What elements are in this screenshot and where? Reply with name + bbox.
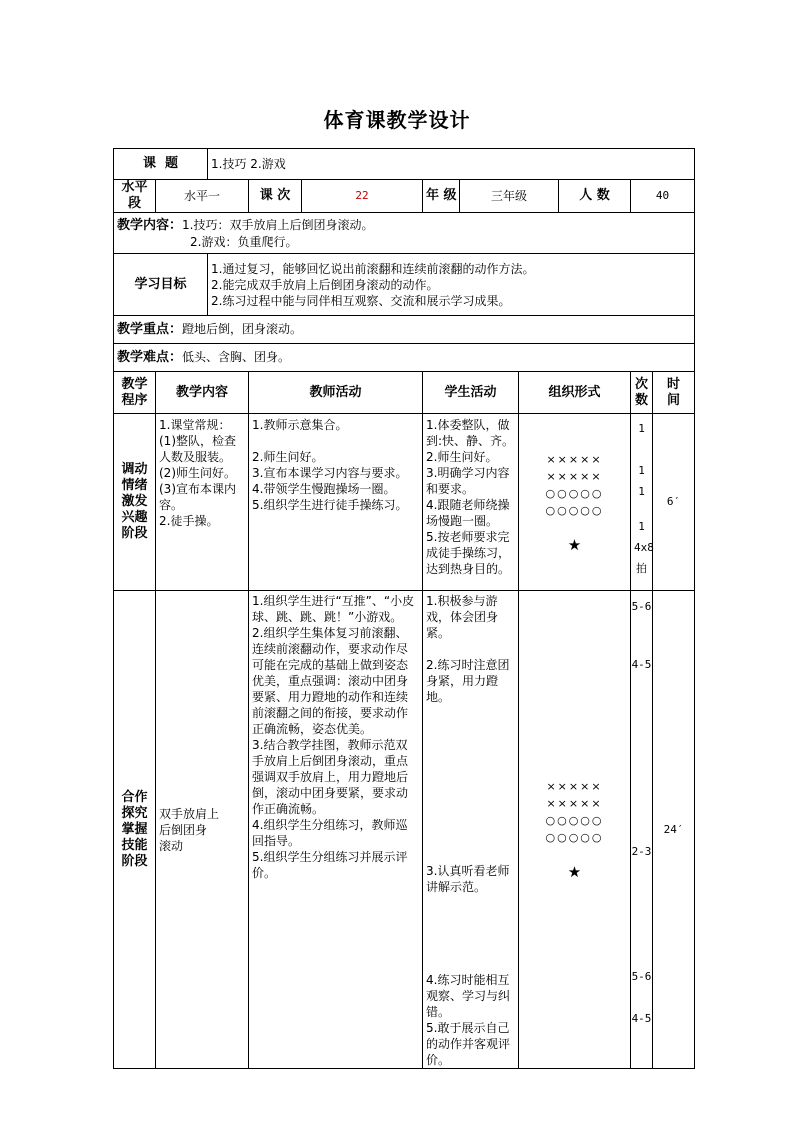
column-header-row — [114, 372, 695, 414]
content-line-1: 1.技巧：双手放肩上后倒团身滚动。 — [182, 217, 374, 232]
col-teacher: 教师活动 — [249, 372, 423, 414]
level-value: 水平一 — [156, 180, 249, 213]
content-label: 教学内容： — [117, 217, 183, 233]
goals-list — [208, 254, 695, 316]
key-point-label: 教学重点： — [117, 322, 183, 337]
lesson-plan-table — [113, 148, 695, 1069]
col-student: 学生活动 — [423, 372, 519, 414]
table-row — [114, 591, 695, 1069]
content-cell: 1.课堂常规： (1)整队，检查人数及服装。 (2)师生问好。 (3)宣布本课内容。 2.徒手操。 — [156, 414, 249, 591]
table-row — [114, 414, 695, 591]
formation-diagram: ××××× ××××× ○○○○○ ○○○○○ ★ — [519, 591, 631, 1069]
difficulty — [114, 344, 695, 372]
difficulty-label: 教学难点： — [117, 350, 183, 365]
col-procedure: 教学 程序 — [114, 372, 156, 414]
goal-item: 2.练习过程中能与同伴相互观察、交流和展示学习成果。 — [211, 293, 511, 308]
key-point-value: 蹬地后倒，团身滚动。 — [182, 322, 303, 336]
times-cell: 5-6 4-5 2-3 5-6 4-5 — [631, 591, 653, 1069]
goals-row — [114, 254, 695, 316]
page-title: 体育课教学设计 — [323, 108, 471, 132]
lesson-label: 课 次 — [249, 180, 302, 213]
topic-row — [114, 149, 695, 180]
count-value: 40 — [631, 180, 695, 213]
col-times: 次 数 — [631, 372, 653, 414]
teacher-star-icon: ★ — [567, 863, 582, 881]
key-point — [114, 316, 695, 344]
count-label: 人 数 — [559, 180, 631, 213]
topic-value: 1.技巧 2.游戏 — [208, 149, 695, 180]
goal-item: 1.通过复习，能够回忆说出前滚翻和连续前滚翻的动作方法。 — [211, 261, 535, 276]
goals-label: 学习目标 — [114, 254, 208, 316]
lesson-value: 22 — [302, 180, 423, 213]
student-cell: 1.体委整队，做到:快、静、齐。 2.师生问好。 3.明确学习内容和要求。 4.跟随老师绕操场慢跑一圈。 5.按老师要求完成徒手操练习，达到热身目的。 — [423, 414, 519, 591]
content-cell: 双手放肩上 后倒团身 滚动 — [156, 591, 249, 1069]
content-row — [114, 213, 695, 254]
level-label: 水平段 — [114, 180, 156, 213]
grade-label: 年 级 — [423, 180, 460, 213]
teacher-cell: 1.教师示意集合。 2.师生问好。 3.宣布本课学习内容与要求。 4.带领学生慢跑操场一圈。 5.组织学生进行徒手操练习。 — [249, 414, 423, 591]
times-cell: 1 1 1 1 4x8 拍 — [631, 414, 653, 591]
goal-item: 2.能完成双手放肩上后倒团身滚动的动作。 — [211, 277, 439, 292]
teacher-cell: 1.组织学生进行“互推”、“小皮球、跳、跳、跳！”小游戏。 2.组织学生集体复习前滚翻、连续前滚翻动作，要求动作尽可能在完成的基础上做到姿态优美，重点强调：滚动中团身要紧、用力蹬地的动作和连续前滚翻之间的衔接，要求动作正确流畅，姿态优美。 3.结合教学挂图，教师示范双手放肩上后倒团身滚动，重点强调双手放肩上，用力蹬地后倒，滚动中团身要紧，要求动作正确流畅。 4.组织学生分组练习，教师巡回指导。 5.组织学生分组练习并展示评价。 — [249, 591, 423, 1069]
col-duration: 时 间 — [653, 372, 695, 414]
content-line-2: 2.游戏：负重爬行。 — [190, 234, 298, 249]
col-content: 教学内容 — [156, 372, 249, 414]
teaching-content — [114, 213, 695, 254]
student-cell: 1.积极参与游戏，体会团身紧。 2.练习时注意团身紧，用力蹬地。 3.认真听看老师讲解示范。 4.练习时能相互观察、学习与纠错。 5.敢于展示自己的动作并客观评价。 — [423, 591, 519, 1069]
formation-diagram: ××××× ××××× ○○○○○ ○○○○○ ★ — [519, 414, 631, 591]
stage-label: 合作 探究 掌握 技能 阶段 — [114, 591, 156, 1069]
duration-cell: 6′ — [653, 414, 695, 591]
duration-cell: 24′ — [653, 591, 695, 1069]
info-row — [114, 180, 695, 213]
difficulty-row — [114, 344, 695, 372]
stage-label: 调动 情绪 激发 兴趣 阶段 — [114, 414, 156, 591]
key-point-row — [114, 316, 695, 344]
teacher-star-icon: ★ — [567, 535, 582, 554]
difficulty-value: 低头、含胸、团身。 — [182, 350, 291, 364]
grade-value: 三年级 — [460, 180, 559, 213]
topic-label: 课 题 — [114, 149, 208, 180]
col-organization: 组织形式 — [519, 372, 631, 414]
